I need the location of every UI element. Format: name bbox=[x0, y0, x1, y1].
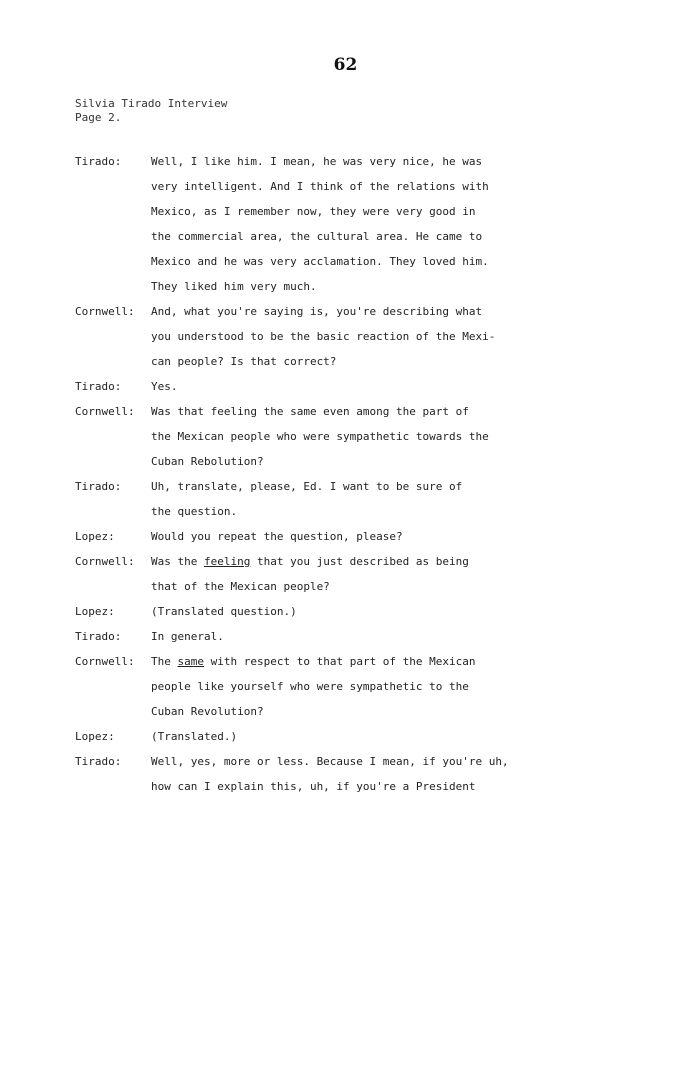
speech-line: Uh, translate, please, Ed. I want to be sure of bbox=[151, 480, 463, 493]
speech-line: In general. bbox=[151, 630, 224, 643]
speech-text bbox=[151, 524, 575, 549]
speaker-label: Cornwell: bbox=[75, 405, 135, 418]
speech-line: can people? Is that correct? bbox=[151, 355, 337, 368]
speech-fragment: Was the bbox=[151, 555, 204, 568]
speaker-label: Cornwell: bbox=[75, 555, 135, 568]
speech-line: Was that feeling the same even among the part of bbox=[151, 405, 469, 418]
transcript-turn bbox=[75, 599, 575, 624]
transcript bbox=[75, 149, 575, 799]
speaker-label: Tirado: bbox=[75, 155, 122, 168]
speaker-label: Lopez: bbox=[75, 605, 115, 618]
transcript-turn bbox=[75, 749, 575, 799]
speech-line bbox=[151, 549, 575, 574]
speaker-label: Cornwell: bbox=[75, 305, 135, 318]
speech-text bbox=[151, 549, 575, 599]
speech-text bbox=[151, 624, 575, 649]
speech-line: And, what you're saying is, you're describing what bbox=[151, 305, 483, 318]
speech-text bbox=[151, 299, 575, 374]
speech-line: Well, yes, more or less. Because I mean, if you're uh, bbox=[151, 755, 509, 768]
transcript-turn bbox=[75, 474, 575, 524]
speech-line: the question. bbox=[151, 505, 238, 518]
speech-line: Mexico, as I remember now, they were very good in bbox=[151, 205, 476, 218]
speaker-label: Lopez: bbox=[75, 530, 115, 543]
transcript-turn bbox=[75, 374, 575, 399]
speaker-label: Tirado: bbox=[75, 755, 122, 768]
speech-line: Mexico and he was very acclamation. They loved him. bbox=[151, 255, 489, 268]
speech-text bbox=[151, 599, 575, 624]
speech-line: you understood to be the basic reaction of the Mexi- bbox=[151, 330, 496, 343]
speech-fragment: The bbox=[151, 655, 178, 668]
page-number: 62 bbox=[333, 55, 358, 75]
speaker-label: Lopez: bbox=[75, 730, 115, 743]
speech-text bbox=[151, 474, 575, 524]
speech-line: very intelligent. And I think of the relations with bbox=[151, 180, 489, 193]
transcript-turn bbox=[75, 299, 575, 374]
transcript-turn bbox=[75, 649, 575, 724]
speech-line bbox=[151, 649, 575, 674]
speech-text bbox=[151, 749, 575, 799]
speech-line: They liked him very much. bbox=[151, 280, 317, 293]
transcript-turn bbox=[75, 399, 575, 474]
speech-text bbox=[151, 374, 575, 399]
speech-line: (Translated.) bbox=[151, 730, 238, 743]
speech-fragment: that you just described as being bbox=[250, 555, 469, 568]
underlined-word: same bbox=[177, 655, 204, 668]
speech-text bbox=[151, 649, 575, 724]
speech-text bbox=[151, 149, 575, 299]
underlined-word: feeling bbox=[203, 555, 251, 568]
header-page: Page 2. bbox=[75, 111, 122, 124]
speech-line: Would you repeat the question, please? bbox=[151, 530, 403, 543]
speech-line: Cuban Rebolution? bbox=[151, 455, 264, 468]
speech-text bbox=[151, 724, 575, 749]
speech-line: Yes. bbox=[151, 380, 178, 393]
speech-line: Cuban Revolution? bbox=[151, 705, 264, 718]
transcript-turn bbox=[75, 149, 575, 299]
transcript-turn bbox=[75, 624, 575, 649]
speaker-label: Cornwell: bbox=[75, 655, 135, 668]
speech-line: the Mexican people who were sympathetic towards the bbox=[151, 430, 489, 443]
document-header bbox=[75, 97, 227, 125]
transcript-turn bbox=[75, 549, 575, 599]
speech-text bbox=[151, 399, 575, 474]
transcript-turn bbox=[75, 524, 575, 549]
speech-line: people like yourself who were sympathetic to the bbox=[151, 680, 469, 693]
speaker-label: Tirado: bbox=[75, 380, 122, 393]
transcript-turn bbox=[75, 724, 575, 749]
speech-line: that of the Mexican people? bbox=[151, 580, 330, 593]
speech-line: how can I explain this, uh, if you're a President bbox=[151, 780, 476, 793]
header-title: Silvia Tirado Interview bbox=[75, 97, 228, 110]
speech-line: Well, I like him. I mean, he was very nice, he was bbox=[151, 155, 483, 168]
speech-line: the commercial area, the cultural area. He came to bbox=[151, 230, 483, 243]
speech-line: (Translated question.) bbox=[151, 605, 297, 618]
speaker-label: Tirado: bbox=[75, 630, 122, 643]
speech-fragment: with respect to that part of the Mexican bbox=[204, 655, 476, 668]
speaker-label: Tirado: bbox=[75, 480, 122, 493]
